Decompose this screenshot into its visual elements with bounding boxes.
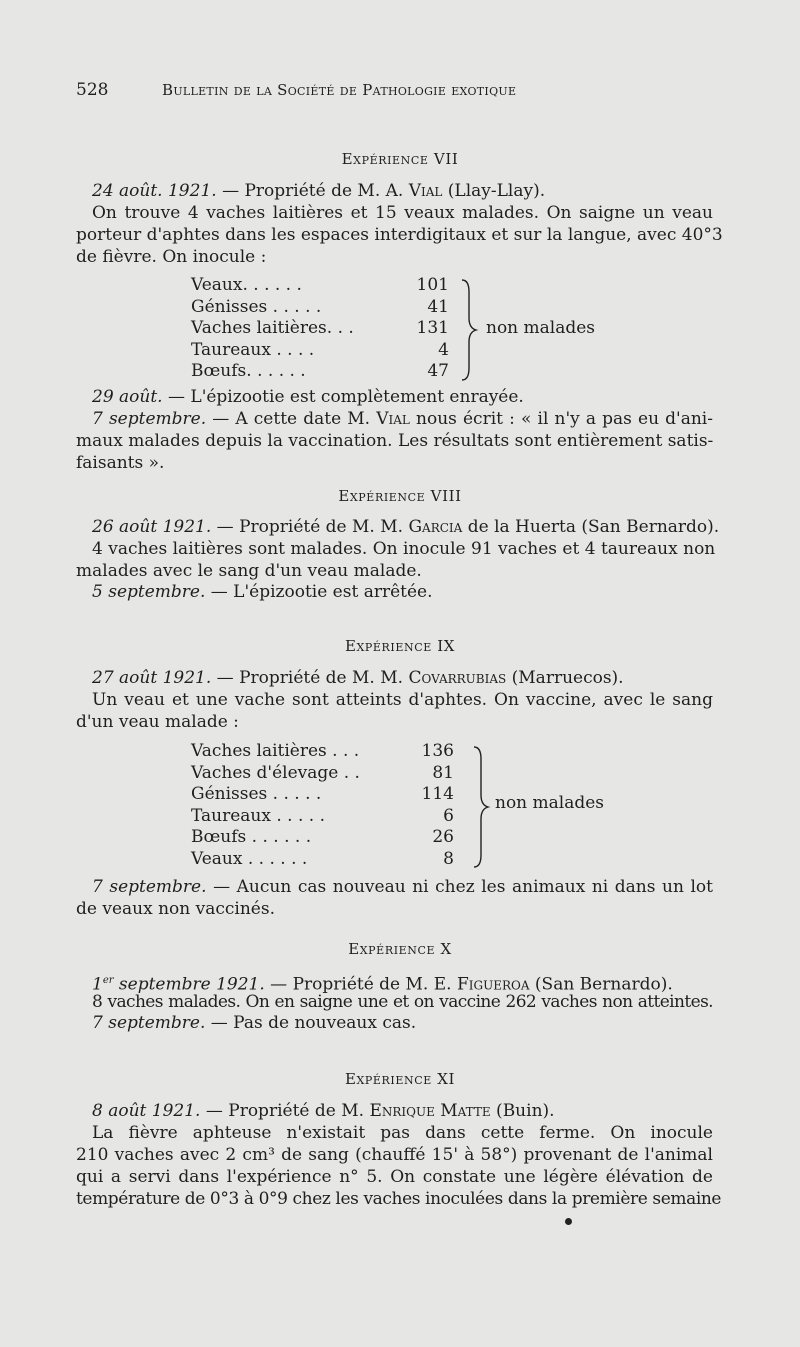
exp7-bracket-label: non malades [486, 318, 596, 338]
exp11-line-2: La fièvre aphteuse n'existait pas dans cette ferme. On inocule [92, 1123, 713, 1143]
exp7-line-3: porteur d'aphtes dans les espaces interdigitaux et sur la langue, avec 40°3 [76, 225, 723, 245]
exp7-line-2: On trouve 4 vaches laitières et 15 veaux malades. On saigne un veau [92, 203, 713, 223]
exp7-line-4: de fièvre. On inocule : [76, 247, 267, 267]
table-row: Vaches laitières. . . 131 [191, 318, 449, 338]
exp8-date-2: 5 septembre. — L'épizootie est arrêtée. [92, 582, 433, 602]
table-row: Vaches laitières . . . 136 [191, 741, 454, 761]
exp9-line-last: de veaux non vaccinés. [76, 899, 275, 919]
ink-dot [565, 1218, 572, 1225]
exp9-bracket-label: non malades [495, 793, 605, 813]
exp9-vaccination-table [191, 741, 491, 870]
exp7-date-2: 29 août. — L'épizootie est complètement enrayée. [92, 387, 524, 407]
heading-experience-vii: Expérience VII [341, 150, 459, 168]
exp7-date-3: 7 septembre. — A cette date M. Vial nous écrit : « il n'y a pas eu d'ani- [92, 409, 713, 429]
exp10-date-2: 7 septembre. — Pas de nouveaux cas. [92, 1013, 417, 1033]
exp9-line-2: Un veau et une vache sont atteints d'aphtes. On vaccine, avec le sang [92, 690, 713, 710]
exp7-date: 24 août. 1921. [92, 181, 217, 201]
exp11-line-5: température de 0°3 à 0°9 chez les vaches inoculées dans la première semaine [76, 1189, 722, 1209]
table-row: Veaux. . . . . . 101 [191, 275, 449, 295]
heading-experience-x: Expérience X [348, 940, 452, 958]
table-row: Taureaux . . . . 4 [191, 339, 449, 360]
table-row: Génisses . . . . . 114 [191, 784, 454, 804]
exp9-brace [470, 745, 492, 869]
heading-experience-xi: Expérience XI [344, 1070, 456, 1088]
table-row: Veaux . . . . . . 8 [191, 848, 454, 869]
table-row: Bœufs. . . . . . 47 [191, 361, 449, 381]
table-row: Génisses . . . . . 41 [191, 296, 449, 317]
exp10-date-line: 1er septembre 1921. — Propriété de M. E. Figueroa (San Bernardo). [92, 974, 673, 995]
exp7-date-line: 24 août. 1921. — Propriété de M. A. Vial (Llay-Llay). [92, 181, 546, 201]
exp7-inoculation-table [191, 275, 491, 383]
exp11-line-3: 210 vaches avec 2 cm³ de sang (chauffé 15' à 58°) provenant de l'animal [76, 1145, 713, 1165]
exp11-line-4: qui a servi dans l'expérience n° 5. On constate une légère élévation de [76, 1167, 713, 1187]
page-number: 528 [76, 80, 109, 100]
exp10-line-2: 8 vaches malades. On en saigne une et on vaccine 262 vaches non atteintes. [92, 992, 713, 1012]
table-row: Bœufs . . . . . . 26 [191, 827, 454, 847]
exp7-brace [458, 278, 480, 382]
heading-experience-ix: Expérience IX [344, 637, 456, 655]
page-header [76, 80, 712, 106]
exp9-line-3: d'un veau malade : [76, 712, 239, 732]
exp9-date-2: 7 septembre. — Aucun cas nouveau ni chez les animaux ni dans un lot [92, 877, 713, 897]
exp7-line-maux: maux malades depuis la vaccination. Les résultats sont entièrement satis- [76, 431, 714, 451]
exp7-line-faisants: faisants ». [76, 453, 165, 473]
exp11-date-line: 8 août 1921. — Propriété de M. Enrique Matte (Buin). [92, 1101, 555, 1121]
heading-experience-viii: Expérience VIII [338, 487, 462, 505]
table-row: Taureaux . . . . . 6 [191, 805, 454, 826]
exp9-date-line: 27 août 1921. — Propriété de M. M. Covarrubias (Marruecos). [92, 668, 624, 688]
running-title: Bulletin de la Société de Pathologie exotique [162, 81, 517, 99]
exp8-line-2: 4 vaches laitières sont malades. On inocule 91 vaches et 4 taureaux non [92, 539, 716, 559]
table-row: Vaches d'élevage . . 81 [191, 762, 454, 783]
exp7-owner: Vial [408, 181, 443, 201]
exp8-date-line: 26 août 1921. — Propriété de M. M. Garcia de la Huerta (San Bernardo). [92, 517, 720, 537]
exp8-line-3: malades avec le sang d'un veau malade. [76, 561, 422, 581]
